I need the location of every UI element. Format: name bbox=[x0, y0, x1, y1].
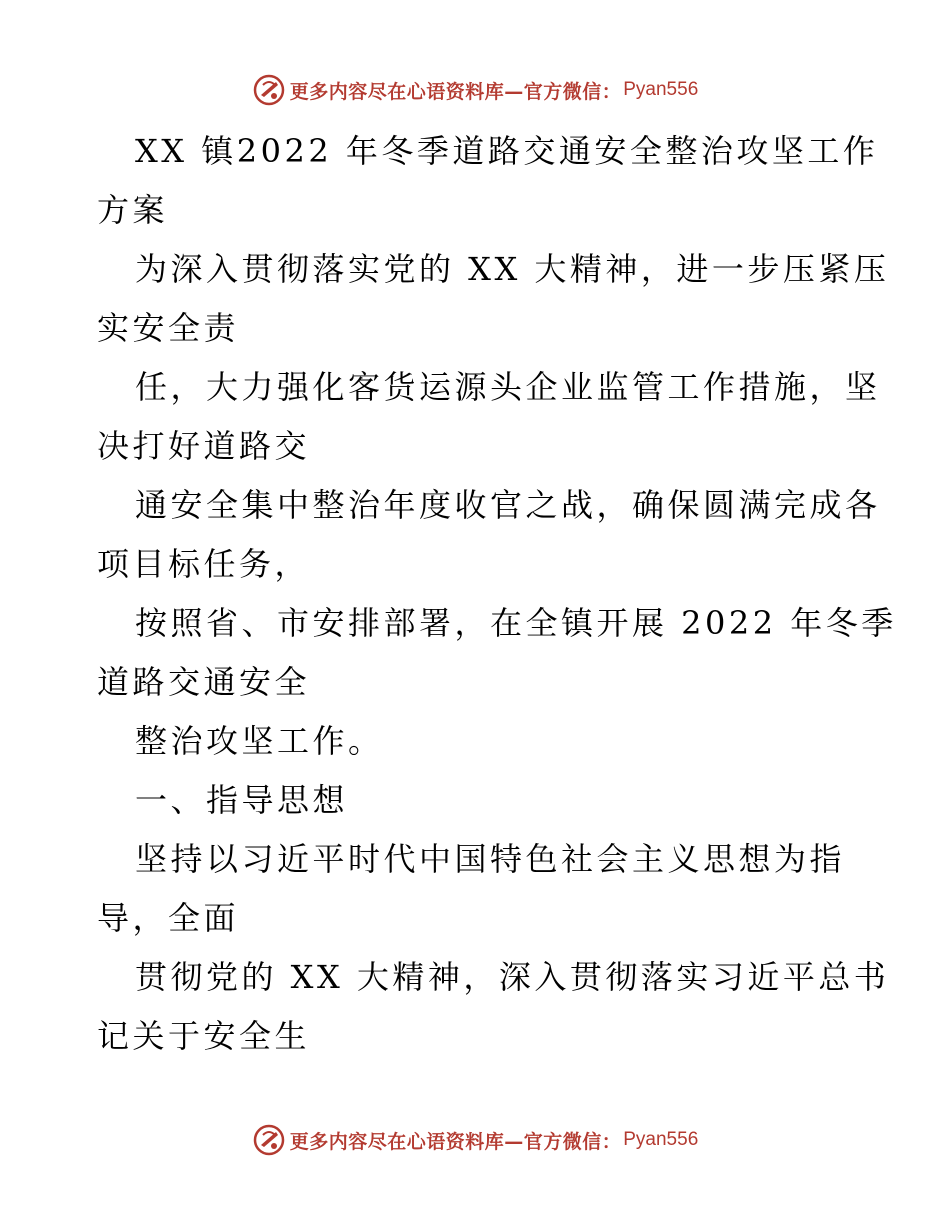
doc-line: 通安全集中整治年度收官之战，确保圆满完成各 bbox=[135, 486, 881, 524]
wechat-seal-icon bbox=[252, 1123, 286, 1157]
doc-line: 道路交通安全 bbox=[97, 663, 311, 701]
watermark-text: 更多内容尽在心语资料库—官方微信： bbox=[289, 1130, 622, 1153]
document-body bbox=[97, 122, 897, 1066]
doc-line: 按照省、市安排部署，在全镇开展 2022 年冬季 bbox=[135, 604, 897, 642]
doc-line: 为深入贯彻落实党的 XX 大精神，进一步压紧压 bbox=[135, 250, 890, 288]
doc-line: 导，全面 bbox=[97, 899, 240, 937]
header-watermark bbox=[0, 70, 950, 110]
doc-line: 整治攻坚工作。 bbox=[135, 722, 384, 760]
doc-line: 记关于安全生 bbox=[97, 1017, 311, 1055]
doc-title-line-2: 方案 bbox=[97, 191, 169, 229]
doc-title-line-1: XX 镇2022 年冬季道路交通安全整治攻坚工作 bbox=[135, 132, 879, 170]
section-heading: 一、指导思想 bbox=[135, 781, 349, 819]
doc-line: 实安全责 bbox=[97, 309, 240, 347]
wechat-seal-icon bbox=[252, 73, 286, 107]
doc-line: 决打好道路交 bbox=[97, 427, 311, 465]
doc-line: 坚持以习近平时代中国特色社会主义思想为指 bbox=[135, 840, 846, 878]
doc-line: 项目标任务， bbox=[97, 545, 311, 583]
doc-line: 贯彻党的 XX 大精神，深入贯彻落实习近平总书 bbox=[135, 958, 890, 996]
watermark-wechat-id: Pyan556 bbox=[623, 79, 699, 100]
watermark-wechat-id: Pyan556 bbox=[623, 1129, 699, 1150]
doc-line: 任，大力强化客货运源头企业监管工作措施，坚 bbox=[135, 368, 881, 406]
footer-watermark bbox=[0, 1120, 950, 1160]
watermark-text: 更多内容尽在心语资料库—官方微信： bbox=[289, 80, 622, 103]
